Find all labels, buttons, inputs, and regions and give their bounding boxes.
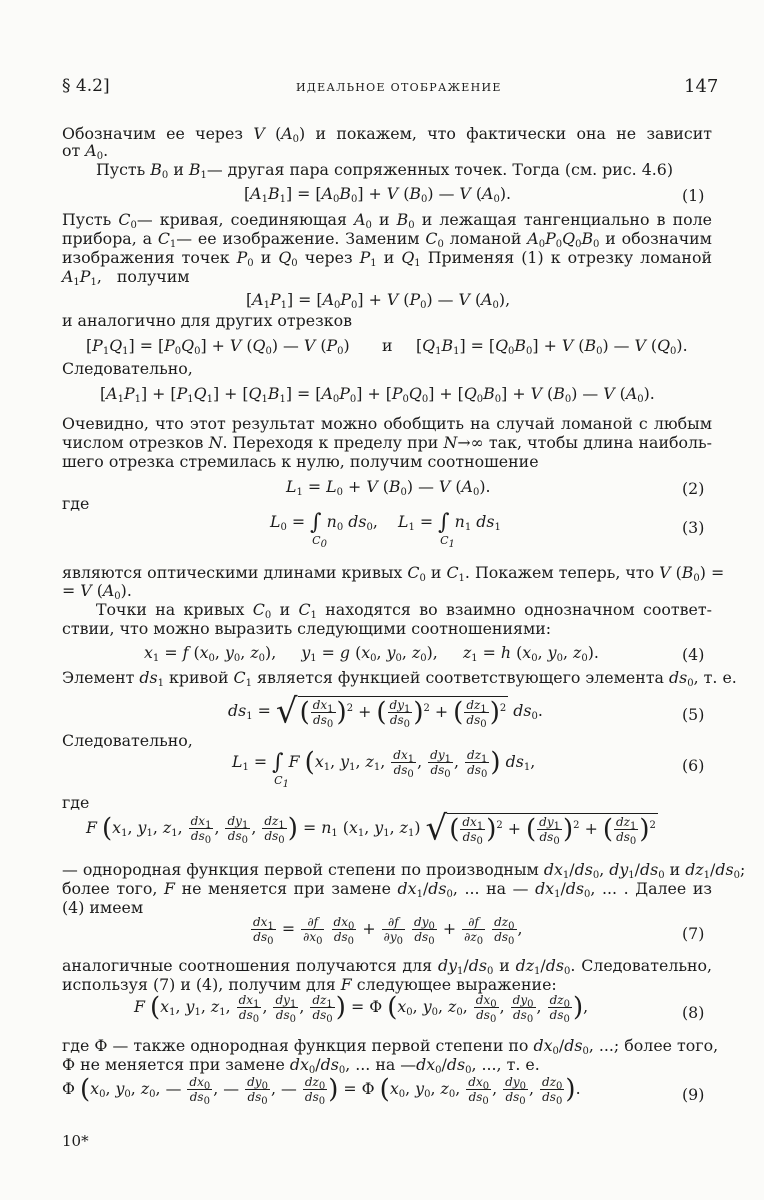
text-line: — однородная функция первой степени по производным $dx_1/ds_0$, $dy_1/ds_0$ и $dz_1/ds_0$;	[62, 860, 746, 881]
equation-number: (6)	[682, 756, 705, 775]
equation-number: (2)	[682, 479, 705, 498]
text-line: Следовательно,	[62, 359, 193, 378]
equation: F ($x_1$, $y_1$, $z_1$, $\frac{dx_1}{ds_0}$ , $\frac{dy_1}{ds_0}$ , $\frac{dz_1}{ds_0}$ ) = $n_1$ ($x_1$, $y_1$, $z_1$) √( $\frac{dx_1}{ds_0}$ )$^2$ + ( $\frac{dy_1}{ds_0}$ )$^2$ + ( $\frac{dz_1}{ds_0}$ )$^2$	[86, 808, 656, 849]
text-line: изображения точек $P_0$ и $Q_0$ через $P_1$ и $Q_1$ Применяя (1) к отрезку ломаной	[62, 248, 712, 269]
text-line: более того, F не меняется при замене $dx_1/ds_0$, ... на — $dx_1/ds_0$, ... . Далее из	[62, 879, 712, 900]
text-line: где	[62, 793, 90, 812]
equation-number: (7)	[682, 924, 705, 943]
equation-2: $L_1 = L_0 + V$ $(B_0)$ — V $(A_0)$.	[286, 477, 491, 498]
equation-number: (8)	[682, 1003, 705, 1022]
equation-1: $[A_1B_1] = [A_0B_0] + V$ $(B_0)$ — V $(A_0)$.	[244, 184, 511, 205]
text-line: где	[62, 494, 90, 513]
text-line: от $A_0$.	[62, 141, 109, 162]
text-line: Элемент $ds_1$ кривой $C_1$ является функцией соответствующего элемента $ds_0$, т. е.	[62, 668, 737, 689]
text-line: прибора, а $C_1—$ ее изображение. Заменим $C_0$ ломаной $A_0P_0Q_0B_0$ и обозначим	[62, 229, 712, 250]
text-line: = V $(A_0)$.	[62, 581, 132, 602]
running-title: ИДЕАЛЬНОЕ ОТОБРАЖЕНИЕ	[296, 81, 502, 94]
text-line: Обозначим ее через V $(A_0)$ и покажем, что фактически она не зависит	[62, 124, 713, 145]
equation: $[A_1P_1] = [A_0P_0] + V$ $(P_0)$ — V $(A_0)$,	[246, 290, 511, 311]
equation-number: (1)	[682, 186, 705, 205]
equation-number: (3)	[682, 518, 705, 537]
equation-number: (5)	[682, 705, 705, 724]
text-line: Пусть $C_0—$ кривая, соединяющая $A_0$ и $B_0$ и лежащая тангенциально в поле	[62, 210, 712, 231]
equation-3: $L_0$ = ∫ $C_0$ $n_0$ $ds_0$, $L_1$ = ∫ $C_1$ $n_1$ $ds_1$	[270, 510, 501, 550]
text-line: (4) имеем	[62, 898, 144, 917]
equation-5: $ds_1$ = √( $\frac{dx_1}{ds_0}$ )$^2$ + ( $\frac{dy_1}{ds_0}$ )$^2$ + ( $\frac{dz_1}{ds_0}$ )$^2$ $ds_0$.	[228, 691, 543, 732]
equation-number: (9)	[682, 1085, 705, 1104]
text-line: аналогичные соотношения получаются для $dy_1/ds_0$ и $dz_1/ds_0$. Следовательно,	[62, 956, 713, 977]
conjunction: и	[382, 336, 393, 355]
text-line: являются оптическими длинами кривых $C_0$ и $C_1$. Покажем теперь, что V $(B_0)$ =	[62, 563, 725, 584]
equation-number: (4)	[682, 645, 705, 664]
text-line: Точки на кривых $C_0$ и $C_1$ находятся во взаимно однозначном соответ-	[96, 600, 712, 621]
text-line: шего отрезка стремилась к нулю, получим соотношение	[62, 452, 539, 471]
equation-7: $\frac{dx_1}{ds_0}$ = $\frac{\partial f}{\partial x_0}$ $\frac{dx_0}{ds_0}$ + $\frac{\partial f}{\partial y_0}$ $\frac{dy_0}{ds_0}$ + $\frac{\partial f}{\partial z_0}$ $\frac{dz_0}{ds_0}$ ,	[253, 915, 523, 947]
equation-6: $L_1$ = ∫ $C_1$ F ($x_1$, $y_1$, $z_1$, $\frac{dx_1}{ds_0}$ , $\frac{dy_1}{ds_0}$ , $\frac{dz_1}{ds_0}$ ) $ds_1$,	[232, 747, 536, 790]
page-number: 147	[684, 76, 719, 97]
text-line: используя (7) и (4), получим для F следующее выражение:	[62, 975, 557, 994]
text-line: Пусть $B_0$ и $B_1—$ другая пара сопряженных точек. Тогда (см. рис. 4.6)	[96, 160, 673, 181]
section-number: § 4.2]	[62, 76, 110, 96]
equation-4: $x_1 = f$ ($x_0$, $y_0$, $z_0$), $y_1 = g$ ($x_0$, $y_0$, $z_0$), $z_1 = h$ ($x_0$, $y_0$, $z_0$).	[144, 643, 599, 664]
text-line: $A_1P_1$, получим	[62, 267, 190, 288]
equation: $[A_1P_1] + [P_1Q_1] + [Q_1B_1] = [A_0P_0] + [P_0Q_0] + [Q_0B_0] + V$ $(B_0)$ — V $(A_0)$.	[100, 384, 655, 405]
equation-9: Φ ($x_0$, $y_0$, $z_0$, — $\frac{dx_0}{ds_0}$ , — $\frac{dy_0}{ds_0}$ , — $\frac{dz_0}{ds_0}$ ) = Φ ($x_0$, $y_0$, $z_0$, $\frac{dx_0}{ds_0}$ , $\frac{dy_0}{ds_0}$ , $\frac{dz_0}{ds_0}$ ).	[62, 1074, 581, 1107]
text-line: и аналогично для других отрезков	[62, 311, 352, 330]
text-line: где Ф — также однородная функция первой степени по $dx_0/ds_0$, ...; более того,	[62, 1036, 719, 1057]
equation: $[P_1Q_1] = [P_0Q_0] + V$ $(Q_0)$ — V $(P_0)$	[86, 336, 350, 357]
text-line: числом отрезков N. Переходя к пределу при N→∞ так, чтобы длина наиболь-	[62, 433, 712, 452]
signature-mark: 10*	[62, 1132, 89, 1150]
text-line: Ф не меняется при замене $dx_0/ds_0$, ... на $—dx_0/ds_0$, ..., т. е.	[62, 1055, 540, 1076]
equation: $[Q_1B_1] = [Q_0B_0] + V$ $(B_0)$ — V $(Q_0)$.	[416, 336, 688, 357]
equation-8: F ($x_1$, $y_1$, $z_1$, $\frac{dx_1}{ds_0}$ , $\frac{dy_1}{ds_0}$ , $\frac{dz_1}{ds_0}$ ) = Φ ($x_0$, $y_0$, $z_0$, $\frac{dx_0}{ds_0}$ , $\frac{dy_0}{ds_0}$ , $\frac{dz_0}{ds_0}$ ),	[134, 992, 589, 1025]
text-line: ствии, что можно выразить следующими соотношениями:	[62, 619, 552, 638]
text-line: Следовательно,	[62, 731, 193, 750]
text-line: Очевидно, что этот результат можно обобщить на случай ломаной с любым	[62, 414, 712, 433]
